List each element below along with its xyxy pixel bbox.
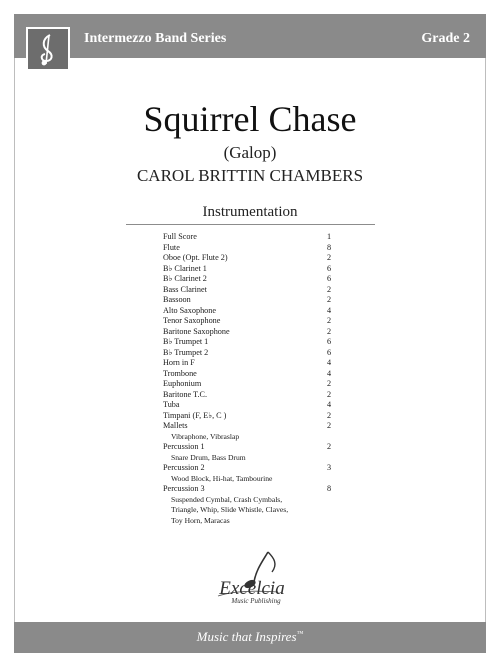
instrument-qty: 1: [326, 232, 332, 241]
instrument-qty: 2: [326, 410, 332, 420]
instrument-row: [163, 411, 335, 422]
instrument-name: Timpani (F, E♭, C ): [163, 410, 227, 420]
instrument-row: [163, 337, 335, 348]
instrument-qty: 4: [326, 368, 332, 378]
instrument-name: Percussion 2: [163, 463, 205, 472]
instrument-row: [163, 327, 335, 338]
instrument-row: [163, 264, 335, 275]
series-name: Intermezzo Band Series: [84, 31, 227, 46]
instrument-qty: 4: [326, 400, 332, 409]
instrument-name: Trombone: [163, 368, 197, 378]
grade-label: Grade 2: [421, 31, 470, 46]
instrument-qty: 8: [326, 484, 332, 493]
instrument-name: Alto Saxophone: [163, 305, 216, 315]
instrument-qty: 4: [326, 358, 332, 367]
series-logo: [26, 27, 70, 71]
instrument-name: B♭ Clarinet 1: [163, 263, 207, 273]
instrument-row: [163, 306, 335, 317]
publisher-name: Excelcia: [219, 578, 285, 599]
publisher-subtitle: Music Publishing: [231, 597, 281, 605]
instrument-name: Tenor Saxophone: [163, 316, 221, 325]
instrument-name: Bass Clarinet: [163, 284, 207, 294]
instrument-row: [163, 274, 335, 285]
instrument-row: [163, 285, 335, 296]
instrument-name: Baritone Saxophone: [163, 326, 230, 336]
instrument-detail: Wood Block, Hi-hat, Tambourine: [171, 473, 273, 483]
instrument-row: [163, 390, 335, 401]
instrument-qty: 4: [326, 305, 332, 315]
instrument-qty: 6: [326, 274, 332, 283]
instrumentation-divider: [126, 224, 375, 225]
instrument-detail: Vibraphone, Vibraslap: [171, 431, 240, 441]
instrument-row: [163, 243, 335, 254]
instrument-qty: 6: [326, 263, 332, 273]
trademark: ™: [296, 629, 304, 638]
composer-name: CAROL BRITTIN CHAMBERS: [136, 166, 364, 185]
instrument-qty: 6: [326, 337, 332, 346]
tagline-text: Music that Inspires: [196, 629, 297, 644]
instrument-name: Euphonium: [163, 379, 202, 388]
instrument-name: Baritone T.C.: [163, 389, 208, 399]
instrument-qty: 2: [326, 442, 332, 451]
instrument-row: [163, 316, 335, 327]
instrument-row: [163, 232, 335, 243]
instrument-qty: 2: [326, 253, 332, 262]
tagline: [0, 629, 500, 645]
instrument-detail: Toy Horn, Maracas: [171, 515, 230, 525]
instrument-row: [163, 358, 335, 369]
instrument-qty: 2: [326, 284, 332, 294]
instrumentation-heading: Instrumentation: [202, 204, 298, 220]
instrument-row: [163, 348, 335, 359]
publisher-logo: [200, 548, 300, 608]
instrument-name: B♭ Trumpet 1: [163, 337, 209, 346]
instrument-row: [163, 442, 335, 453]
instrument-name: B♭ Trumpet 2: [163, 347, 209, 357]
instrument-qty: 3: [326, 463, 332, 472]
instrument-row: [163, 253, 335, 264]
instrument-name: Flute: [163, 242, 180, 252]
instrument-name: Percussion 3: [163, 484, 205, 493]
instrument-detail: Snare Drum, Bass Drum: [171, 452, 246, 462]
piece-subtitle: (Galop): [223, 143, 277, 162]
instrument-row: [163, 379, 335, 390]
instrument-qty: 2: [326, 379, 332, 388]
instrument-row: [163, 369, 335, 380]
instrument-detail: Triangle, Whip, Slide Whistle, Claves,: [171, 505, 289, 514]
instrument-qty: 2: [326, 326, 332, 336]
instrument-row: [163, 421, 335, 432]
instrument-row: [163, 400, 335, 411]
eighth-note-icon: [200, 548, 300, 608]
instrument-name: Horn in F: [163, 358, 195, 367]
instrument-name: Oboe (Opt. Flute 2): [163, 253, 228, 262]
instrument-qty: 8: [326, 242, 332, 252]
instrument-name: Bassoon: [163, 295, 191, 304]
instrument-name: Full Score: [163, 232, 197, 241]
instrument-qty: 2: [326, 421, 332, 430]
instrument-qty: 2: [326, 295, 332, 304]
instrument-qty: 6: [326, 347, 332, 357]
piece-title: Squirrel Chase: [143, 99, 357, 139]
instrument-qty: 2: [326, 316, 332, 325]
instrument-qty: 2: [326, 389, 332, 399]
treble-clef-icon: [28, 29, 68, 69]
instrument-name: Mallets: [163, 421, 188, 430]
instrument-row: [163, 295, 335, 306]
instrument-row: [163, 463, 335, 474]
instrument-row: [163, 484, 335, 495]
instrument-name: B♭ Clarinet 2: [163, 274, 207, 283]
instrumentation-list: [163, 232, 335, 526]
instrument-name: Tuba: [163, 400, 180, 409]
instrument-detail: Suspended Cymbal, Crash Cymbals,: [171, 494, 283, 504]
instrument-name: Percussion 1: [163, 442, 205, 451]
